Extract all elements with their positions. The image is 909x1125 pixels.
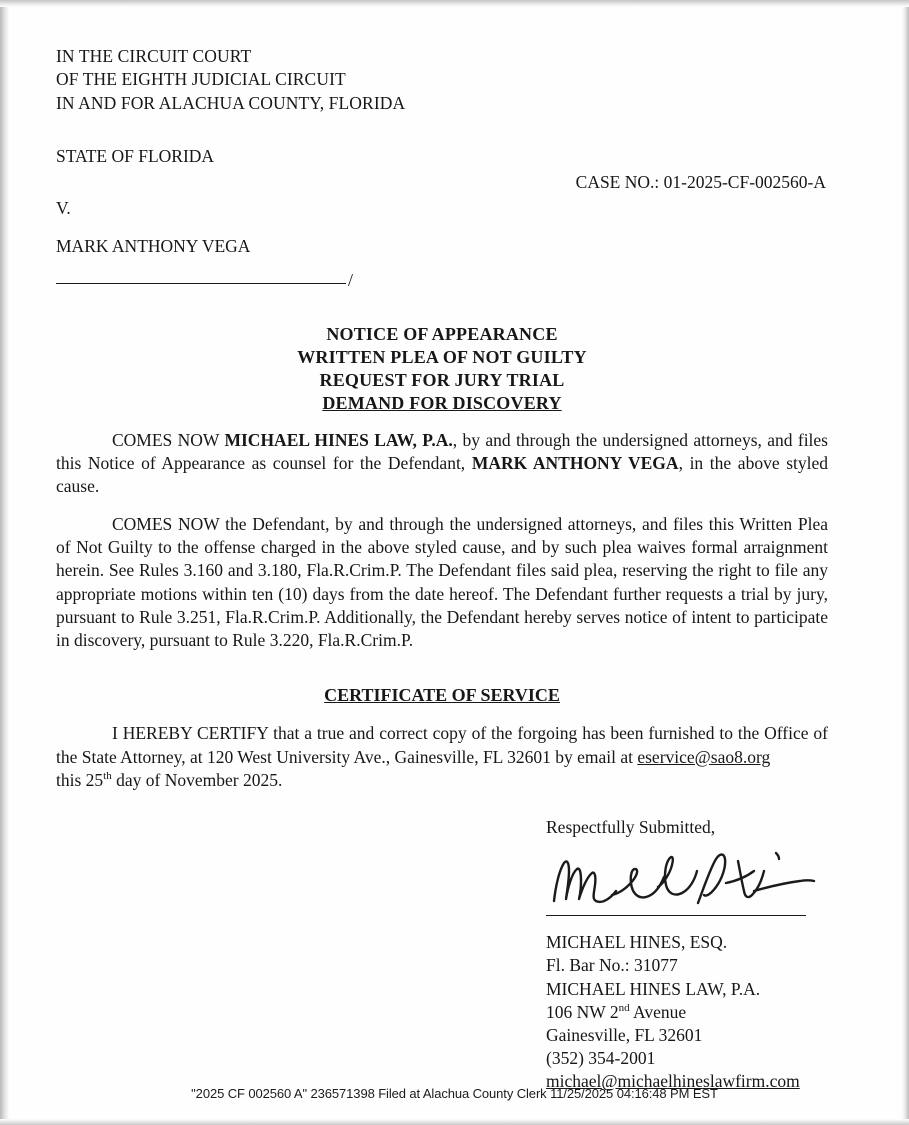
plaintiff-row xyxy=(56,145,828,171)
versus-label: V. xyxy=(56,197,71,218)
court-line-1: IN THE CIRCUIT COURT xyxy=(56,46,252,66)
versus-row xyxy=(56,197,828,223)
address-street: Avenue xyxy=(629,1001,687,1022)
scan-edge-top xyxy=(0,0,909,7)
certificate-heading: CERTIFICATE OF SERVICE xyxy=(324,685,560,706)
case-number: CASE NO.: 01-2025-CF-002560-A xyxy=(575,171,826,192)
scan-edge-bottom xyxy=(0,1119,909,1125)
signature-block xyxy=(546,931,828,1093)
title-line-1: NOTICE OF APPEARANCE xyxy=(326,323,558,344)
title-line-3: REQUEST FOR JURY TRIAL xyxy=(319,369,565,390)
document-title xyxy=(56,323,828,415)
respectfully-submitted: Respectfully Submitted, xyxy=(546,817,716,838)
title-line-4: DEMAND FOR DISCOVERY xyxy=(322,392,562,413)
handwritten-signature-icon xyxy=(548,843,818,919)
signature-area xyxy=(546,839,828,923)
defendant-name: MARK ANTHONY VEGA xyxy=(56,235,251,256)
paragraph-certificate xyxy=(56,722,828,792)
cert-text-c: day of November 2025. xyxy=(111,769,283,790)
cert-date-ordinal: th xyxy=(103,769,112,782)
paragraph-appearance xyxy=(56,429,828,499)
court-line-2: OF THE EIGHTH JUDICIAL CIRCUIT xyxy=(56,69,346,90)
signature-rule xyxy=(546,915,806,916)
document-body xyxy=(56,45,828,1093)
attorney-email-link[interactable]: michael@michaelhineslawfirm.com xyxy=(546,1070,800,1091)
attorney-city: Gainesville, FL 32601 xyxy=(546,1024,703,1045)
p1-firm-name: MICHAEL HINES LAW, P.A. xyxy=(224,429,453,450)
attorney-bar-number: Fl. Bar No.: 31077 xyxy=(546,955,678,976)
p1-defendant-name: MARK ANTHONY VEGA xyxy=(471,453,679,474)
address-number: 106 NW 2 xyxy=(546,1001,619,1022)
attorney-firm: MICHAEL HINES LAW, P.A. xyxy=(546,978,761,999)
court-heading xyxy=(56,45,828,115)
attorney-phone: (352) 354-2001 xyxy=(546,1047,656,1068)
court-line-3: IN AND FOR ALACHUA COUNTY, FLORIDA xyxy=(56,92,406,113)
caption-rule xyxy=(56,283,346,284)
caption-slash: / xyxy=(348,269,354,290)
p1-text-a: COMES NOW xyxy=(112,429,225,450)
filing-stamp: "2025 CF 002560 A" 236571398 Filed at Alachua County Clerk 11/25/2025 04:16:48 PM EST xyxy=(191,1086,718,1101)
scan-edge-left xyxy=(0,0,9,1125)
paragraph-plea: COMES NOW the Defendant, by and through the undersigned attorneys, and files this Written Plea of Not Guilty to the offense charged in the above styled cause, and by such plea waives formal arraignment herein. See Rules 3.160 and 3.180, Fla.R.Crim.P. The Defendant files said plea, reserving the right to file any appropriate motions within ten (10) days from the date hereof. The Defendant further requests a trial by jury, pursuant to Rule 3.251, Fla.R.Crim.P. Additionally, the Defendant hereby serves notice of intent to participate in discovery, pursuant to Rule 3.220, Fla.R.Crim.P. xyxy=(56,513,828,651)
case-number-row xyxy=(56,171,828,197)
p1-text-c: , in the above styled cause. xyxy=(56,453,829,497)
address-ordinal: nd xyxy=(618,1001,630,1014)
defendant-row xyxy=(56,235,828,261)
attorney-name: MICHAEL HINES, ESQ. xyxy=(546,932,728,953)
plaintiff-name: STATE OF FLORIDA xyxy=(56,145,215,166)
scan-edge-right xyxy=(902,0,909,1125)
title-line-2: WRITTEN PLEA OF NOT GUILTY xyxy=(297,346,587,367)
cert-text-a: I HEREBY CERTIFY that a true and correct copy of the forgoing has been furnished to the Office of the State Attorney, at 120 West University Ave., Gainesville, FL 32601 by email at xyxy=(56,723,828,767)
cert-text-b: this 25 xyxy=(56,769,104,790)
attorney-address xyxy=(546,1001,828,1024)
caption-divider xyxy=(56,269,828,293)
p1-text-b: , by and through the undersigned attorneys, and files this Notice of Appearance as counsel for the Defendant, xyxy=(56,429,828,474)
service-email-link[interactable]: eservice@sao8.org xyxy=(637,746,771,767)
